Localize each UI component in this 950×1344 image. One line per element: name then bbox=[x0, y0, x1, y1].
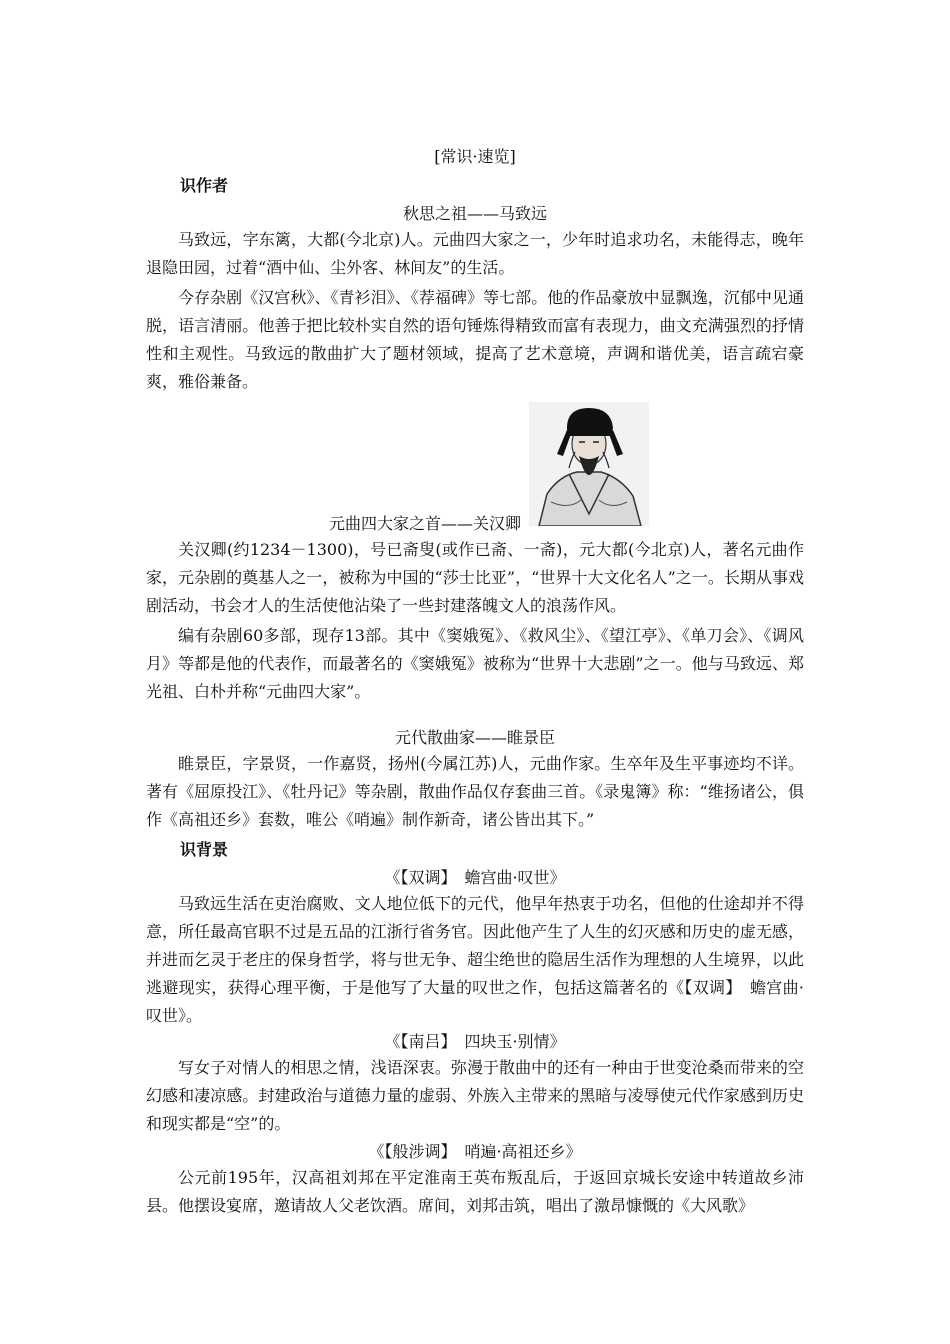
background-heading: 识背景 bbox=[180, 840, 229, 859]
author-heading: 识作者 bbox=[180, 176, 229, 195]
guan-hanqing-portrait bbox=[529, 402, 649, 526]
sikuaiyu-title: 《【南吕】 四块玉·别情》 bbox=[384, 1032, 566, 1051]
ma-zhiyuan-title: 秋思之祖——马致远 bbox=[402, 204, 547, 223]
section-header: [常识·速览] bbox=[434, 147, 516, 166]
guan-hanqing-paragraph-2: 编有杂剧60多部，现存13部。其中《窦娥冤》、《救风尘》、《望江亭》、《单刀会》、《调风月》等都是他的代表作，而最著名的《窦娥冤》被称为“世界十大悲剧”之一。他与马致远、郑光祖、白朴并称“元曲四大家”。 bbox=[146, 626, 804, 701]
chanGongqu-title: 《【双调】 蟾宫曲·叹世》 bbox=[384, 868, 566, 887]
shaobian-paragraph: 公元前195年，汉高祖刘邦在平定淮南王英布叛乱后，于返回京城长安途中转道故乡沛县。他摆设宴席，邀请故人父老饮酒。席间，刘邦击筑，唱出了激昂慷慨的《大风歌》 bbox=[146, 1168, 804, 1215]
ma-zhiyuan-paragraph-1: 马致远，字东篱，大都(今北京)人。元曲四大家之一，少年时追求功名，未能得志，晚年退隐田园，过着“酒中仙、尘外客、林间友”的生活。 bbox=[146, 230, 804, 277]
sui-jingchen-paragraph: 睢景臣，字景贤，一作嘉贤，扬州(今属江苏)人，元曲作家。生卒年及生平事迹均不详。著有《屈原投江》、《牡丹记》等杂剧，散曲作品仅存套曲三首。《录鬼簿》称：“维扬诸公，俱作《高祖还乡》套数，唯公《哨遍》制作新奇，诸公皆出其下。” bbox=[146, 754, 804, 829]
chanGongqu-paragraph: 马致远生活在吏治腐败、文人地位低下的元代，他早年热衷于功名，但他的仕途却并不得意，所任最高官职不过是五品的江浙行省务官。因此他产生了人生的幻灭感和历史的虚无感，并进而乞灵于老庄的保身哲学，将与世无争、超尘绝世的隐居生活作为理想的人生境界，以此逃避现实，获得心理平衡，于是他写了大量的叹世之作，包括这篇著名的《【双调】 蟾宫曲·叹世》。 bbox=[146, 894, 804, 1025]
sui-jingchen-title: 元代散曲家——睢景臣 bbox=[394, 728, 555, 747]
ma-zhiyuan-paragraph-2: 今存杂剧《汉宫秋》、《青衫泪》、《荐福碑》等七部。他的作品豪放中显飘逸，沉郁中见通脱，语言清丽。他善于把比较朴实自然的语句锤炼得精致而富有表现力，曲文充满强烈的抒情性和主观性。马致远的散曲扩大了题材领域，提高了艺术意境，声调和谐优美，语言疏宕豪爽，雅俗兼备。 bbox=[146, 288, 804, 391]
guan-hanqing-paragraph-1: 关汉卿(约1234－1300)，号已斋叟(或作已斋、一斋)，元大都(今北京)人，著名元曲作家，元杂剧的奠基人之一，被称为中国的“莎士比亚”，“世界十大文化名人”之一。长期从事戏剧活动，书会才人的生活使他沾染了一些封建落魄文人的浪荡作风。 bbox=[146, 540, 804, 615]
sikuaiyu-paragraph: 写女子对情人的相思之情，浅语深衷。弥漫于散曲中的还有一种由于世变沧桑而带来的空幻感和凄凉感。封建政治与道德力量的虚弱、外族入主带来的黑暗与凌辱使元代作家感到历史和现实都是“空”的。 bbox=[146, 1058, 804, 1133]
guan-hanqing-title: 元曲四大家之首——关汉卿 bbox=[329, 514, 522, 533]
shaobian-title: 《【般涉调】 哨遍·高祖还乡》 bbox=[368, 1142, 582, 1161]
